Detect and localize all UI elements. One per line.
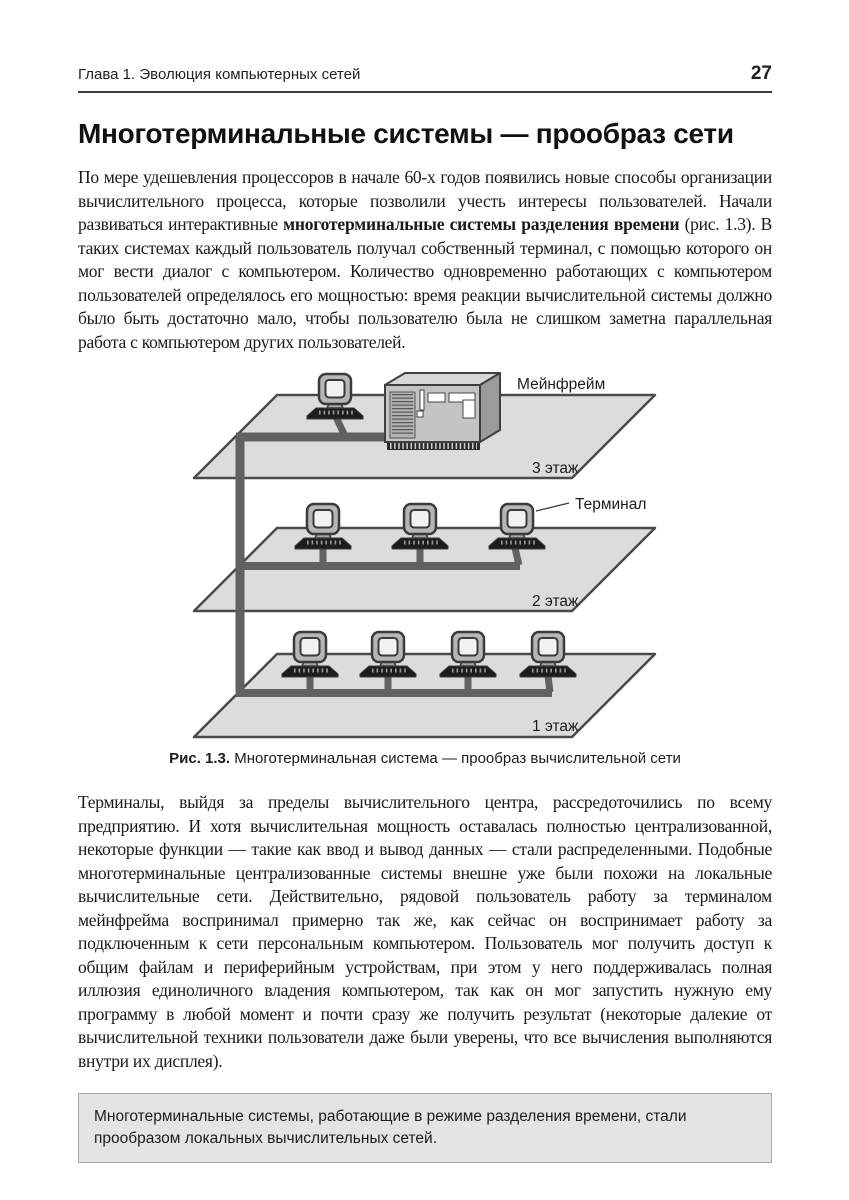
floor-2-terminal-drop bbox=[515, 548, 519, 565]
terminal-icon bbox=[295, 504, 351, 549]
terminal-icon bbox=[392, 504, 448, 549]
floor-3-label: 3 этаж bbox=[532, 460, 579, 477]
floor-2-label: 2 этаж bbox=[532, 593, 579, 610]
paragraph-1-start: По мере удешевления процессоров в начале 60-х годов появились новые способы организации вычислительного процесса, которые позволили учесть интересы пользователей. Начали развиваться интерактивные bbox=[78, 167, 772, 234]
key-idea-box: Многотерминальные системы, работающие в режиме разделения времени, стали прообразом локальных вычислительных сетей. bbox=[78, 1093, 772, 1163]
paragraph-1-bold-term: многотерминальные системы разделения времени bbox=[283, 214, 680, 234]
terminal-label: Терминал bbox=[575, 496, 647, 513]
figure-caption-number: Рис. 1.3. bbox=[169, 750, 231, 767]
mainframe-label: Мейнфрейм bbox=[517, 376, 606, 393]
chapter-title: Глава 1. Эволюция компьютерных сетей bbox=[78, 66, 361, 83]
page-number: 27 bbox=[750, 63, 772, 84]
section-title: Многотерминальные системы — прообраз сети bbox=[78, 118, 734, 149]
paragraph-2: Терминалы, выйдя за пределы вычислительного центра, рассредоточились по всему предприятию. И хотя вычислительная мощность оставалась полностью централизованной, некоторые функции — такие как ввод и вывод данных — стали распределенными. Подобные многотерминальные централизованные системы внешне уже были похожи на локальные вычислительные сети. Действительно, рядовой пользователь работу за терминалом мейнфрейма воспринимал примерно так же, как сейчас он воспринимает работу за подключенным к сети персональным компьютером. Пользователь мог получить доступ к общим файлам и периферийным устройствам, при этом у него поддерживалась полная иллюзия единоличного владения компьютером, так как он мог запустить нужную ему программу в любой момент и почти сразу же получить результат (некоторые далекие от вычислительной техники пользователи даже были уверены, что все вычисления выполняются внутри их дисплея). bbox=[78, 792, 772, 1071]
terminal-callout-line bbox=[536, 503, 569, 511]
running-header bbox=[78, 64, 772, 93]
paragraph-1-end: (рис. 1.3). В таких системах каждый пользователь получал собственный терминал, с помощью которого он мог вести диалог с компьютером. Количество одновременно работающих с компьютером пользователей определялось его мощностью: время реакции вычислительной системы должно было быть достаточно мало, чтобы пользователю была не слишком заметна параллельная работа с компьютером других пользователей. bbox=[78, 214, 772, 352]
floor-1-label: 1 этаж bbox=[532, 718, 579, 735]
figure-caption-text: Многотерминальная система — прообраз вычислительной сети bbox=[230, 750, 681, 767]
figure-1-3 bbox=[78, 362, 772, 744]
figure-caption bbox=[78, 750, 772, 767]
paragraph-1 bbox=[78, 166, 772, 354]
multiterminal-system-diagram bbox=[160, 362, 720, 744]
floor-1-terminal-drop bbox=[548, 676, 550, 692]
mainframe-icon bbox=[385, 373, 500, 450]
